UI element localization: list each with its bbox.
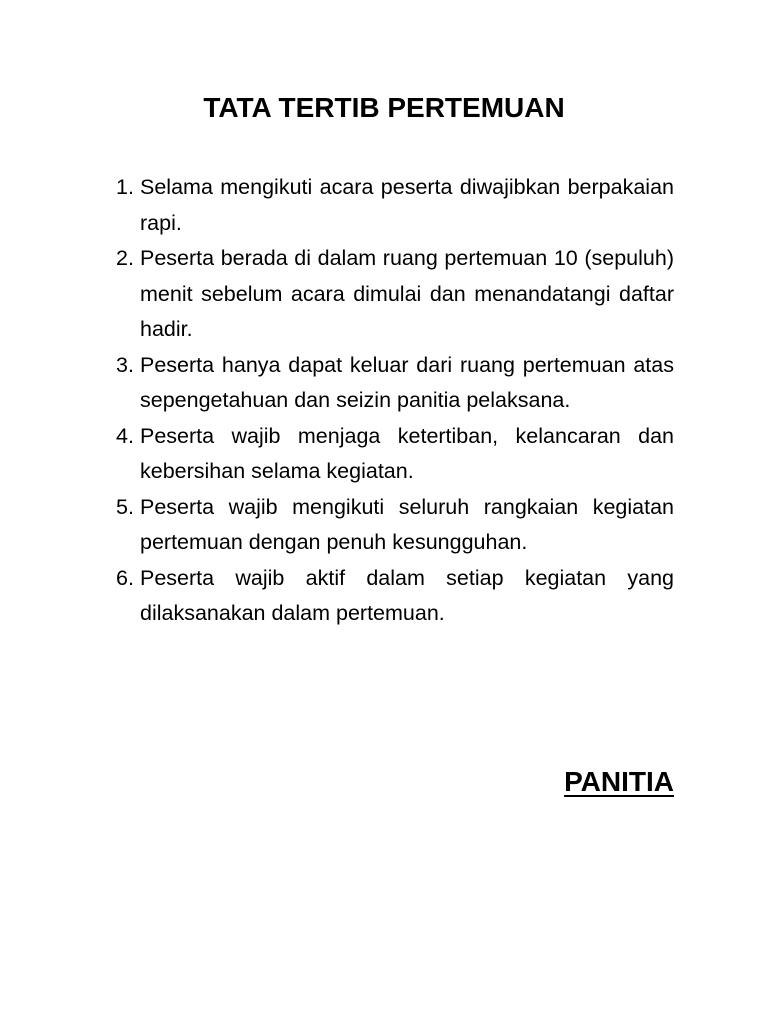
rule-number: 3. bbox=[116, 352, 134, 377]
list-item bbox=[116, 348, 674, 419]
rule-text: Peserta wajib menjaga ketertiban, kelancaran dan kebersihan selama kegiatan. bbox=[140, 423, 674, 483]
list-item bbox=[116, 561, 674, 632]
rule-number: 2. bbox=[116, 246, 134, 270]
rule-text: Peserta wajib mengikuti seluruh rangkaian kegiatan pertemuan dengan penuh kesungguhan. bbox=[140, 494, 674, 554]
list-item bbox=[116, 170, 674, 241]
rule-number: 1. bbox=[116, 175, 134, 199]
rule-text: Peserta berada di dalam ruang pertemuan 10 (sepuluh) menit sebelum acara dimulai dan menandatangi daftar hadir. bbox=[140, 246, 674, 341]
rule-text: Peserta hanya dapat keluar dari ruang pertemuan atas sepengetahuan dan seizin panitia pelaksana. bbox=[140, 352, 674, 412]
list-item bbox=[116, 419, 674, 490]
rule-number: 6. bbox=[116, 565, 134, 590]
rule-number: 5. bbox=[116, 494, 134, 519]
document-title: TATA TERTIB PERTEMUAN bbox=[203, 92, 565, 123]
rule-number: 4. bbox=[116, 423, 134, 448]
rules-list bbox=[116, 170, 674, 632]
list-item bbox=[116, 490, 674, 561]
signoff-panitia: PANITIA bbox=[564, 766, 674, 797]
rule-text: Peserta wajib aktif dalam setiap kegiatan yang dilaksanakan dalam pertemuan. bbox=[140, 565, 674, 625]
list-item bbox=[116, 241, 674, 348]
rule-text: Selama mengikuti acara peserta diwajibkan berpakaian rapi. bbox=[140, 175, 674, 235]
